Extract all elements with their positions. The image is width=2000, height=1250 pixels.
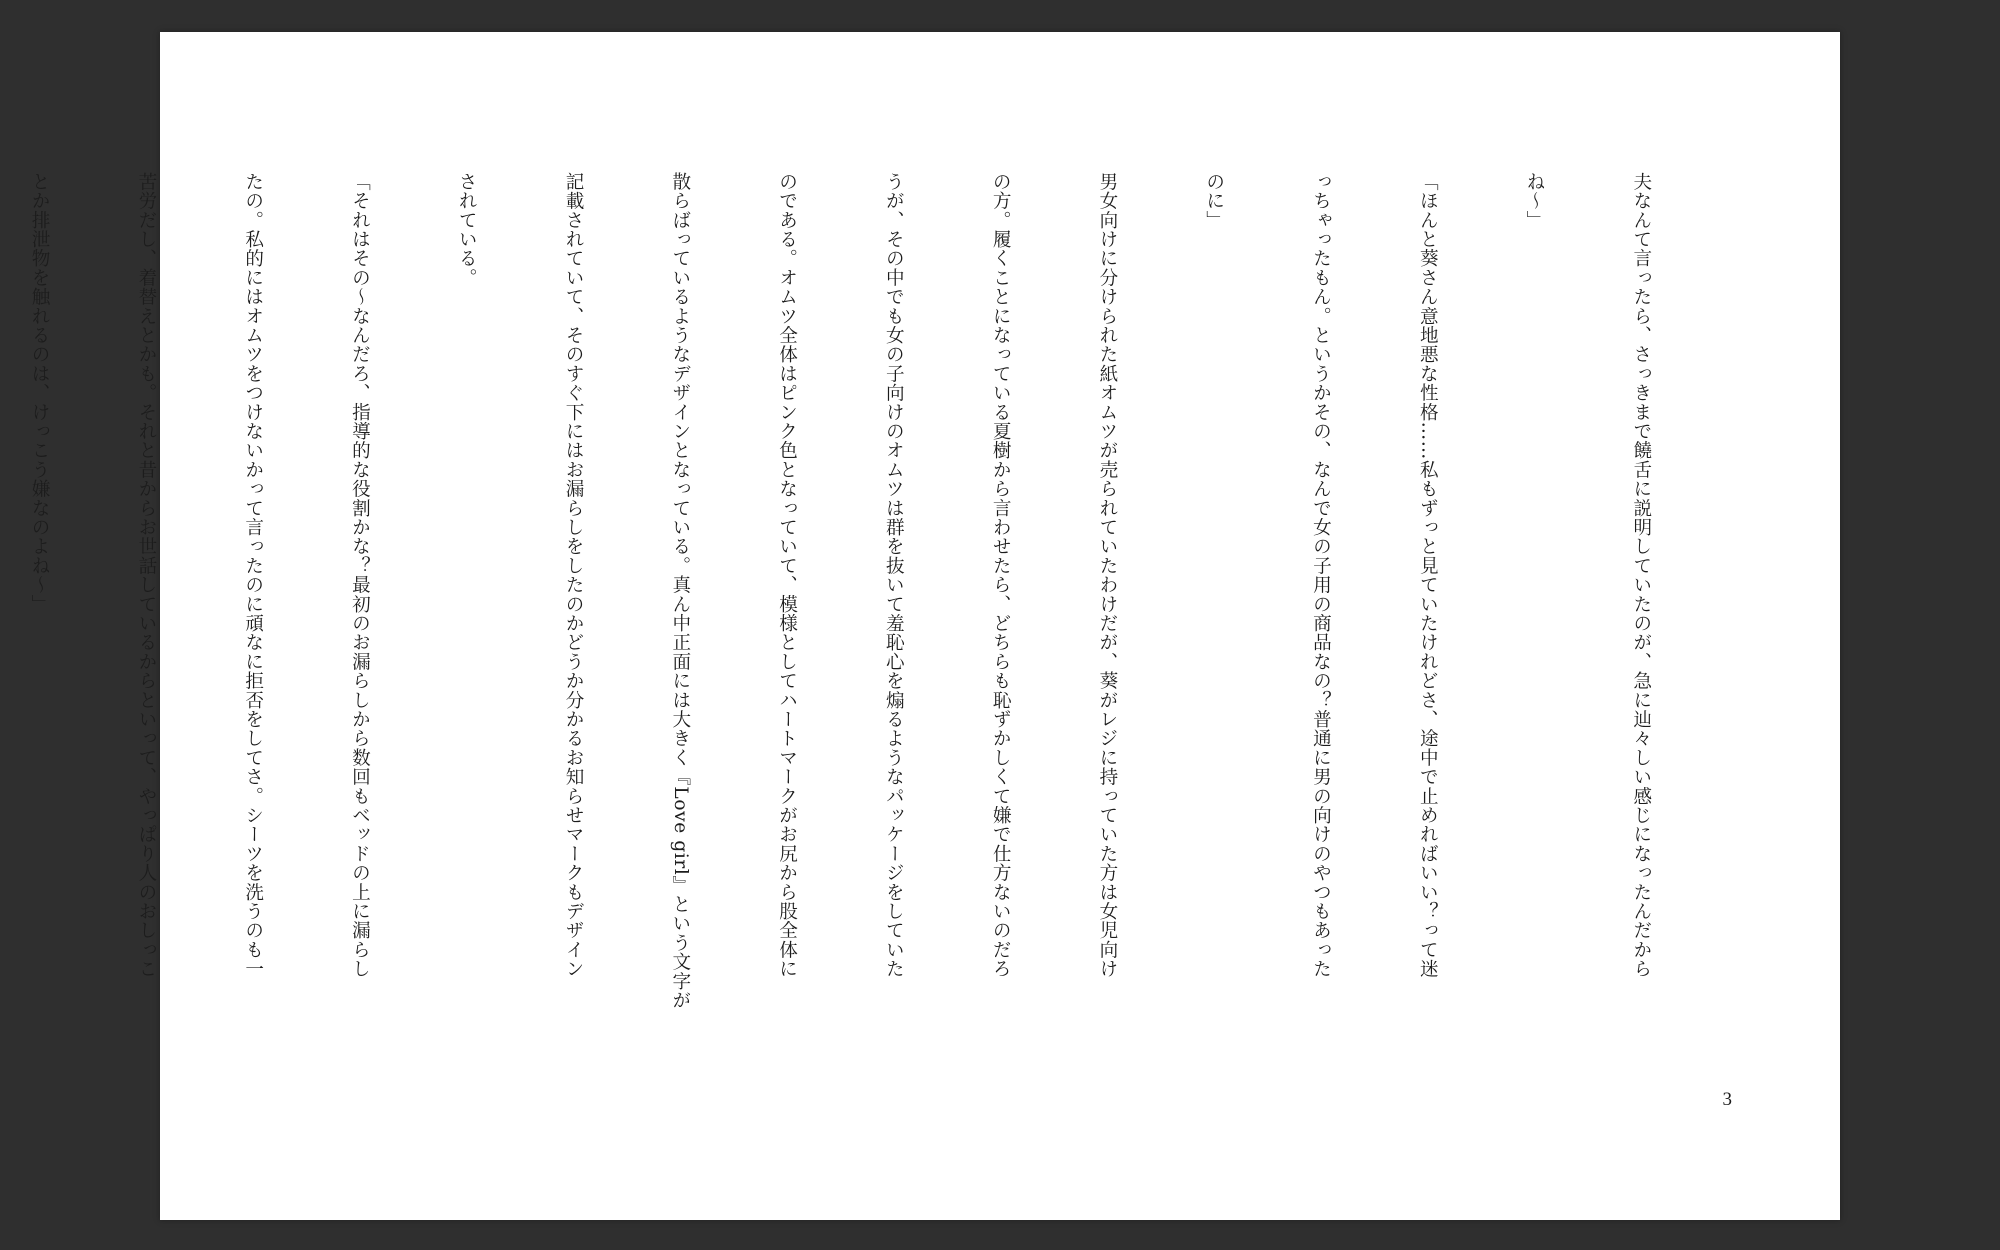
text-line: 男女向けに分けられた紙オムツが売られていたわけだが、葵がレジに持っていた方は女児向け: [1096, 172, 1118, 979]
text-line: 夫なんて言ったら、さっきまで饒舌に説明していたのが、急に辿々しい感じになったんだから: [1630, 172, 1652, 979]
page-number: 3: [1722, 1089, 1732, 1110]
text-line: のである。オムツ全体はピンク色となっていて、模様としてハートマークがお尻から股全体に: [776, 172, 798, 979]
text-line: ね～」: [1524, 172, 1546, 230]
text-line: 「ほんと葵さん意地悪な性格……私もずっと見ていたけれどさ、途中で止めればいい？って迷: [1417, 172, 1439, 979]
text-line: っちゃったもん。というかその、なんで女の子用の商品なの？普通に男の向けのやつもあった: [1310, 172, 1332, 979]
document-page: [29, 32, 1840, 1220]
vertical-text-body: [0, 172, 1730, 1134]
text-line: のに」: [1203, 172, 1225, 230]
text-line: 散らばっているようなデザインとなっている。真ん中正面には大きく『Love girl』という文字が: [669, 172, 691, 1010]
text-line: 苦労だし、着替えとかも。それと昔からお世話しているからといって、やっぱり人のおしっこ: [135, 172, 157, 979]
text-line: 記載されていて、そのすぐ下にはお漏らしをしたのかどうか分かるお知らせマークもデザイン: [563, 172, 584, 979]
text-line: の方。履くことになっている夏樹から言わせたら、どちらも恥ずかしくて嫌で仕方ないのだろ: [990, 172, 1012, 979]
text-line: たの。私的にはオムツをつけないかって言ったのに頑なに拒否をしてさ。シーツを洗うのも一: [242, 172, 264, 979]
text-line: とか排泄物を触れるのは、けっこう嫌なのよね～」: [29, 172, 51, 614]
text-line: うが、その中でも女の子向けのオムツは群を抜いて羞恥心を煽るようなパッケージをしていた: [883, 172, 905, 979]
text-line: 「それはその～なんだろ、指導的な役割かな？最初のお漏らしから数回もベッドの上に漏らし: [349, 172, 371, 979]
text-line: されている。: [456, 172, 478, 288]
